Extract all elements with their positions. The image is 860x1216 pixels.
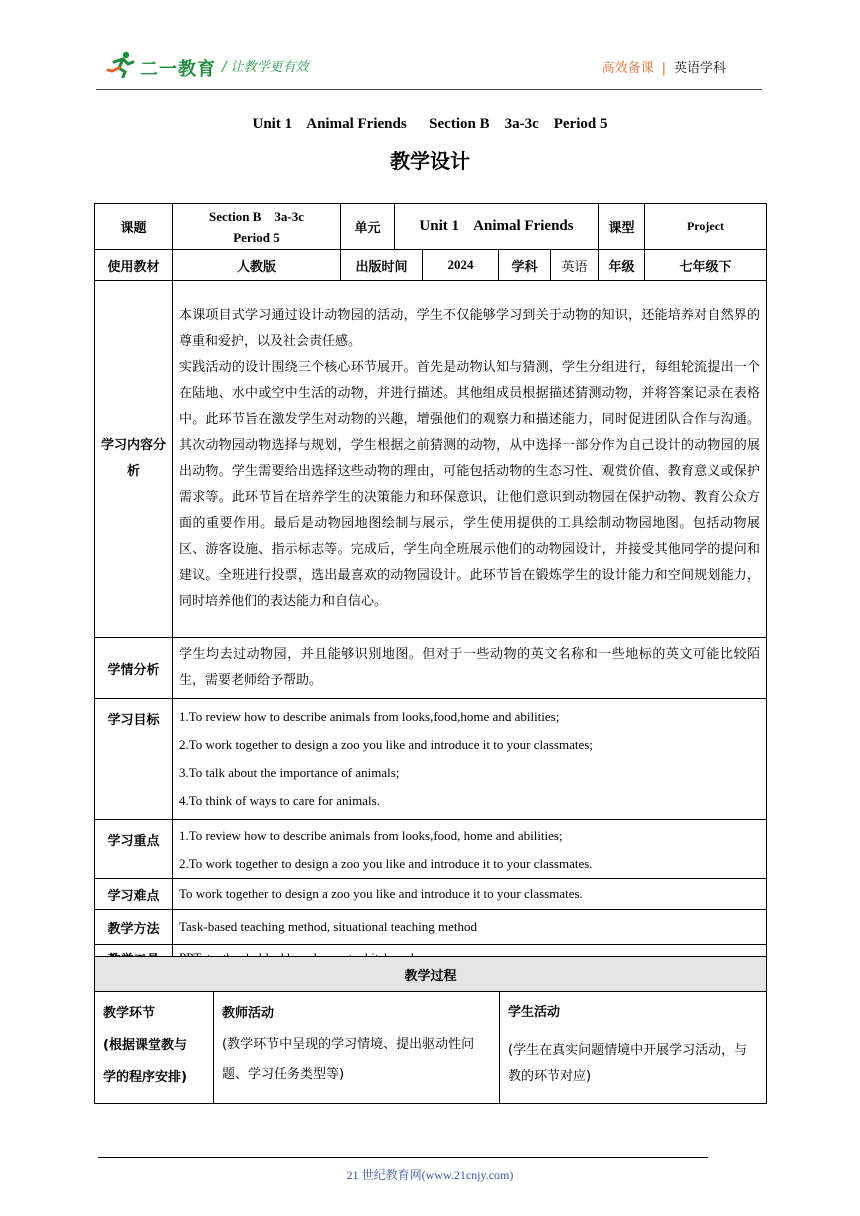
textbook-label: 使用教材 xyxy=(95,250,173,281)
keypoint-item: 1.To review how to describe animals from looks,food, home and abilities; xyxy=(179,828,563,843)
tag-english-subject: 英语学科 xyxy=(673,61,726,76)
topic-line2: Period 5 xyxy=(233,229,280,245)
topic-label: 课题 xyxy=(95,204,173,250)
brand-name: 二一教育 xyxy=(140,59,216,80)
table-row-learner xyxy=(95,638,767,699)
brand-slogan: / 让教学更有效 xyxy=(222,60,309,75)
subject-value: 英语 xyxy=(551,250,599,281)
type-label: 课型 xyxy=(599,204,645,250)
pubtime-label: 出版时间 xyxy=(341,250,423,281)
stage-title: 教学环节 xyxy=(103,1006,156,1021)
method-text: Task-based teaching method, situational teaching method xyxy=(173,910,767,945)
footer-source: 21 世纪教育网(www.21cnjy.com) xyxy=(346,1168,514,1182)
lesson-title: Unit 1 Animal Friends Section B 3a-3c Period 5 xyxy=(252,116,608,132)
process-stage-column xyxy=(95,992,214,1104)
learner-text: 学生均去过动物园，并且能够识别地图。但对于一些动物的英文名称和一些地标的英文可能比较陌生，需要老师给予帮助。 xyxy=(173,638,767,699)
student-activity-desc: (学生在真实问题情境中开展学习活动，与教的环节对应) xyxy=(508,1043,748,1084)
objectives-label: 学习目标 xyxy=(95,699,173,820)
table-row-objectives xyxy=(95,699,767,820)
runner-logo-icon xyxy=(106,50,136,78)
analysis-paragraph-1: 本课项目式学习通过设计动物园的活动，学生不仅能够学习到关于动物的知识，还能培养对自然界的尊重和爱护，以及社会责任感。 xyxy=(179,308,760,349)
lesson-info-table xyxy=(94,203,767,972)
unit-value: Unit 1 Animal Friends xyxy=(395,204,599,250)
analysis-label: 学习内容分析 xyxy=(95,281,173,638)
table-row-method xyxy=(95,910,767,945)
process-columns-row xyxy=(95,992,767,1104)
pubtime-value: 2024 xyxy=(423,250,499,281)
keypoint-item: 2.To work together to design a zoo you like and introduce it to your classmates. xyxy=(179,856,593,871)
subject-label: 学科 xyxy=(499,250,551,281)
table-row-topic xyxy=(95,204,767,250)
difficulty-label: 学习难点 xyxy=(95,879,173,910)
footer-divider xyxy=(98,1157,708,1158)
type-value: Project xyxy=(645,204,767,250)
grade-value: 七年级下 xyxy=(645,250,767,281)
teaching-process-table xyxy=(94,956,767,1104)
topic-line1: Section B 3a-3c xyxy=(209,208,304,224)
objectives-list xyxy=(173,699,767,820)
analysis-text xyxy=(173,281,767,638)
teacher-activity-column xyxy=(214,992,500,1104)
difficulty-text: To work together to design a zoo you like and introduce it to your classmates. xyxy=(173,879,767,910)
student-activity-title: 学生活动 xyxy=(508,1005,561,1020)
learner-label: 学情分析 xyxy=(95,638,173,699)
method-label: 教学方法 xyxy=(95,910,173,945)
teacher-activity-desc: (教学环节中呈现的学习情境、提出驱动性问题、学习任务类型等) xyxy=(222,1037,475,1082)
page-header xyxy=(96,40,762,90)
process-heading-row xyxy=(95,957,767,992)
textbook-value: 人教版 xyxy=(173,250,341,281)
objective-item: 4.To think of ways to care for animals. xyxy=(179,793,380,808)
objective-item: 1.To review how to describe animals from looks,food,home and abilities; xyxy=(179,709,560,724)
tag-efficient-prep: 高效备课 xyxy=(601,61,654,76)
table-row-textbook xyxy=(95,250,767,281)
header-tags xyxy=(602,57,726,76)
process-heading: 教学过程 xyxy=(95,957,767,992)
analysis-paragraph-2: 实践活动的设计围绕三个核心环节展开。首先是动物认知与猜测，学生分组进行，每组轮流提出一个在陆地、水中或空中生活的动物，并进行描述。其他组成员根据描述猜测动物，并将答案记录在表格中。此环节旨在激发学生对动物的兴趣，增强他们的观察力和描述能力，同时促进团队合作与沟通。其次动物园动物选择与规划，学生根据之前猜测的动物，从中选择一部分作为自己设计的动物园的展出动物。学生需要给出选择这些动物的理由，可能包括动物的生态习性、观赏价值、教育意义或保护需求等。此环节旨在培养学生的决策能力和环保意识，让他们意识到动物园在保护动物、教育公众方面的重要作用。最后是动物园地图绘制与展示，学生使用提供的工具绘制动物园地图。包括动物展区、游客设施、指示标志等。完成后，学生向全班展示他们的动物园设计，并接受其他同学的提问和建议。全班进行投票，选出最喜欢的动物园设计。此环节旨在锻炼学生的设计能力和空间规划能力，同时培养他们的表达能力和自信心。 xyxy=(179,360,760,609)
keypoints-list xyxy=(173,820,767,879)
objective-item: 3.To talk about the importance of animals; xyxy=(179,765,400,780)
header-divider xyxy=(96,89,762,90)
table-row-keypoints xyxy=(95,820,767,879)
unit-label: 单元 xyxy=(341,204,395,250)
student-activity-column xyxy=(500,992,767,1104)
keypoints-label: 学习重点 xyxy=(95,820,173,879)
stage-note-line2: 学的程序安排) xyxy=(103,1070,187,1085)
table-row-analysis xyxy=(95,281,767,638)
objective-item: 2.To work together to design a zoo you like and introduce it to your classmates; xyxy=(179,737,593,752)
tag-separator: | xyxy=(661,61,666,76)
stage-note-line1: (根据课堂教与 xyxy=(103,1038,187,1053)
topic-value xyxy=(173,204,341,250)
teacher-activity-title: 教师活动 xyxy=(222,1006,275,1021)
table-row-difficulty xyxy=(95,879,767,910)
grade-label: 年级 xyxy=(599,250,645,281)
document-title: 教学设计 xyxy=(390,149,470,173)
